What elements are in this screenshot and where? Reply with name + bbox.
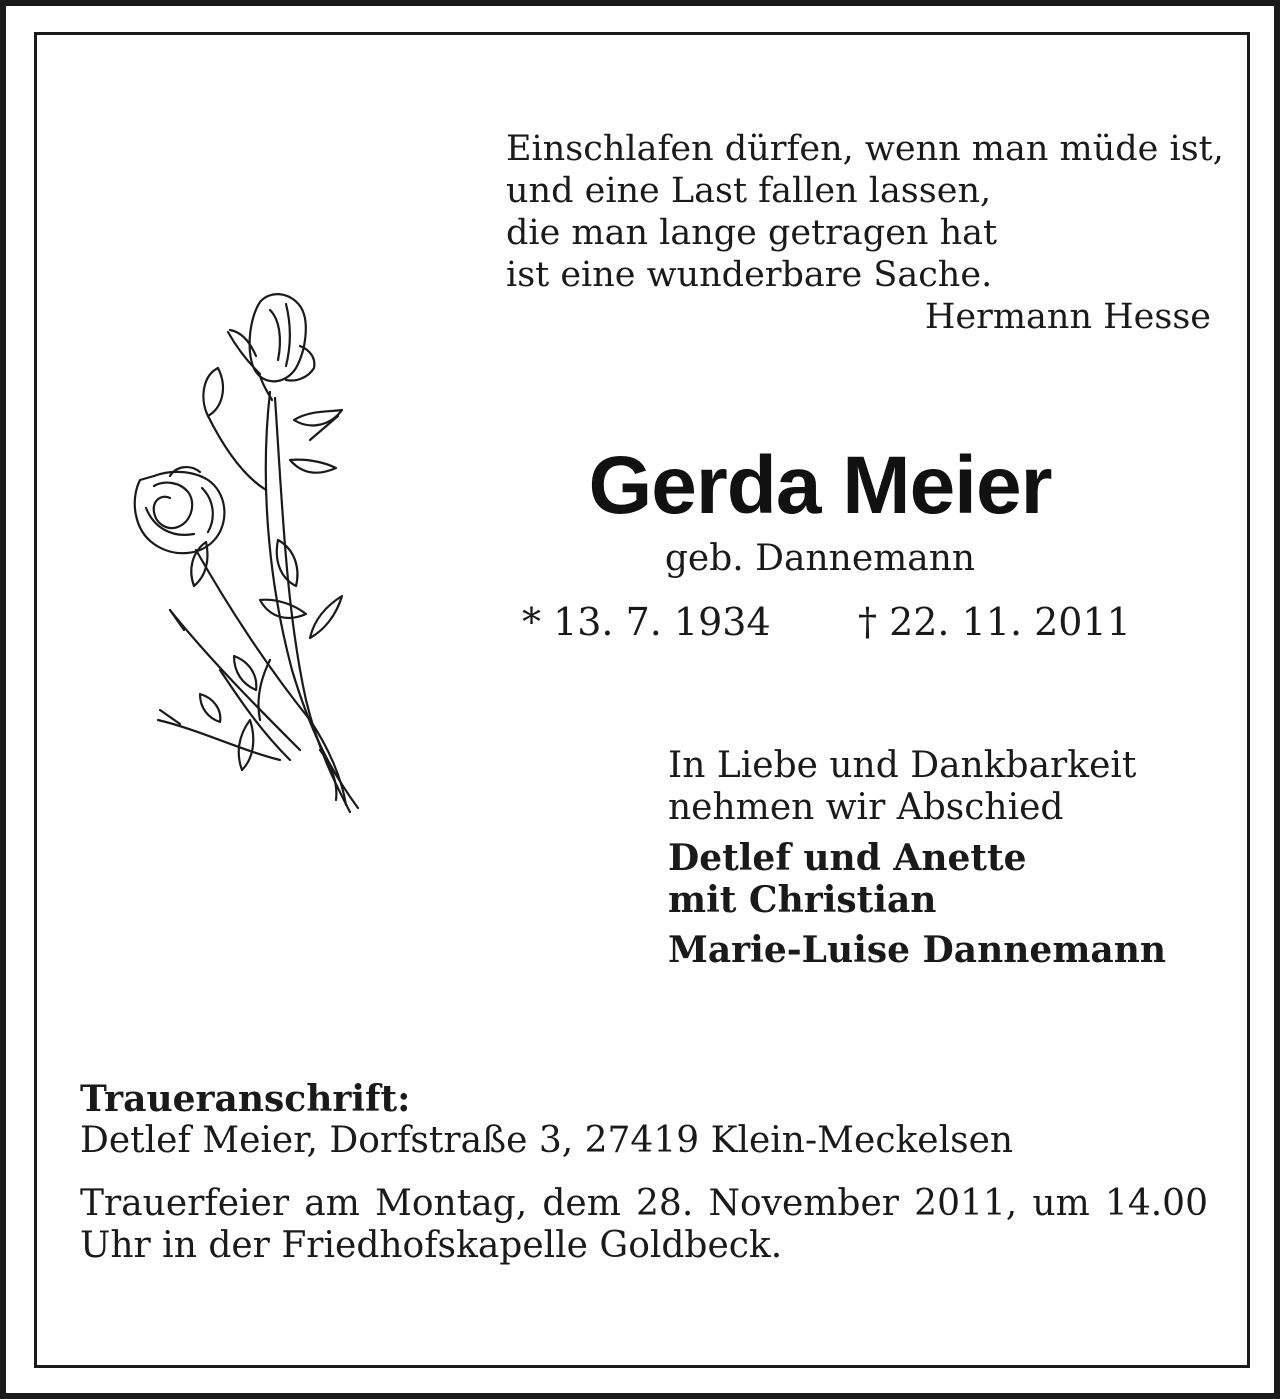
- address-text: Detlef Meier, Dorfstraße 3, 27419 Klein-Meckelsen: [80, 1120, 1014, 1161]
- family-intro-line-1: In Liebe und Dankbarkeit: [668, 745, 1137, 786]
- hesse-quote: [506, 128, 1224, 338]
- family-name-1: Detlef und Anette: [668, 837, 1027, 879]
- birth-date: * 13. 7. 1934: [522, 600, 771, 644]
- quote-line-2: und eine Last fallen lassen,: [506, 171, 992, 211]
- mourning-address: [80, 1078, 1210, 1162]
- quote-author: Hermann Hesse: [924, 297, 1211, 337]
- family-intro-line-2: nehmen wir Abschied: [668, 787, 1064, 828]
- quote-line-3: die man lange getragen hat: [506, 213, 998, 253]
- address-label: Traueranschrift:: [80, 1078, 411, 1120]
- family-name-3: Marie-Luise Dannemann: [668, 929, 1167, 971]
- death-date: † 22. 11. 2011: [858, 600, 1131, 644]
- ceremony-info: Trauerfeier am Montag, dem 28. November 2011, um 14.00 Uhr in der Friedhofskapelle Goldbeck.: [80, 1183, 1208, 1266]
- rose-illustration-icon: [110, 280, 380, 830]
- quote-line-1: Einschlafen dürfen, wenn man müde ist,: [506, 129, 1224, 169]
- spacer: [668, 829, 1228, 837]
- quote-line-4: ist eine wunderbare Sache.: [506, 255, 993, 295]
- family-name-2: mit Christian: [668, 879, 937, 921]
- family-block: [668, 745, 1228, 971]
- deceased-name: Gerda Meier: [588, 440, 1052, 531]
- maiden-name: geb. Dannemann: [664, 538, 976, 579]
- spacer: [668, 921, 1228, 929]
